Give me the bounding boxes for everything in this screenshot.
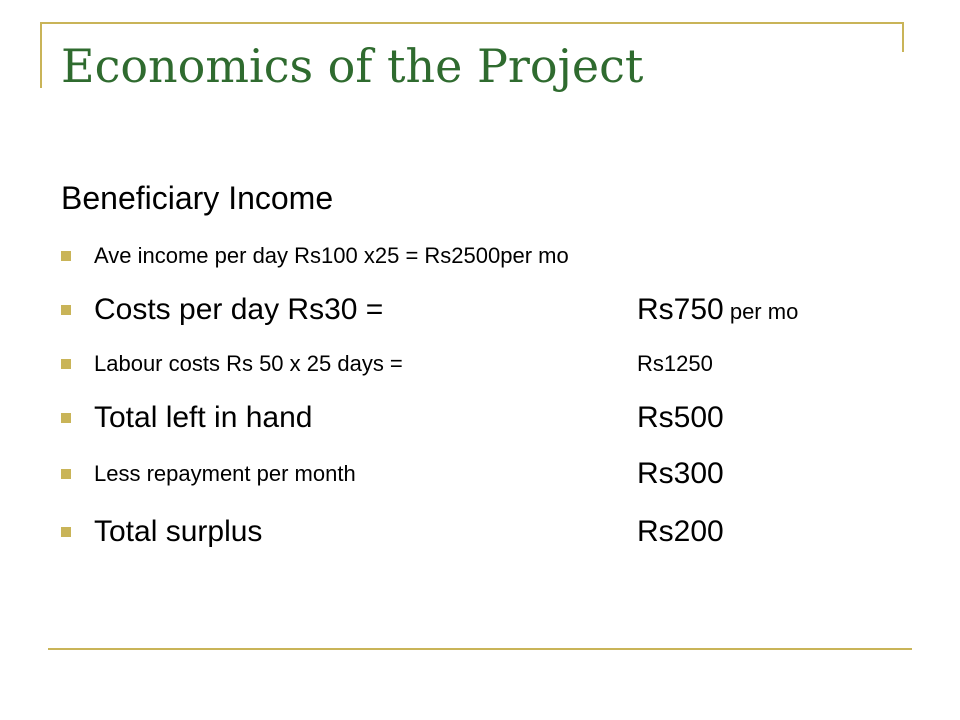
square-bullet-icon [61, 527, 71, 537]
list-item-value: Rs500 [637, 401, 724, 434]
list-item-value: Rs200 [637, 515, 724, 548]
list-item-label: Costs per day Rs30 = [94, 293, 384, 326]
list-item-label: Total surplus [94, 515, 263, 548]
frame-bottom-line [48, 648, 912, 650]
list-item-value: Rs300 [637, 457, 724, 490]
frame-right-line [902, 22, 904, 52]
square-bullet-icon [61, 413, 71, 423]
frame-top-line [40, 22, 904, 24]
list-item-label: Less repayment per month [94, 461, 356, 486]
slide-title: Economics of the Project [61, 39, 644, 93]
list-item-value: Rs1250 [637, 351, 713, 376]
value-suffix: per mo [723, 299, 799, 324]
square-bullet-icon [61, 251, 71, 261]
value-amount: Rs750 [637, 293, 724, 326]
list-item-label: Labour costs Rs 50 x 25 days = [94, 351, 403, 376]
section-heading: Beneficiary Income [61, 180, 334, 216]
list-item-label: Ave income per day Rs100 x25 = Rs2500per mo [94, 243, 569, 268]
list-item-label: Total left in hand [94, 401, 313, 434]
list-item-value [637, 288, 798, 334]
frame-left-line [40, 22, 42, 88]
square-bullet-icon [61, 359, 71, 369]
square-bullet-icon [61, 469, 71, 479]
square-bullet-icon [61, 305, 71, 315]
